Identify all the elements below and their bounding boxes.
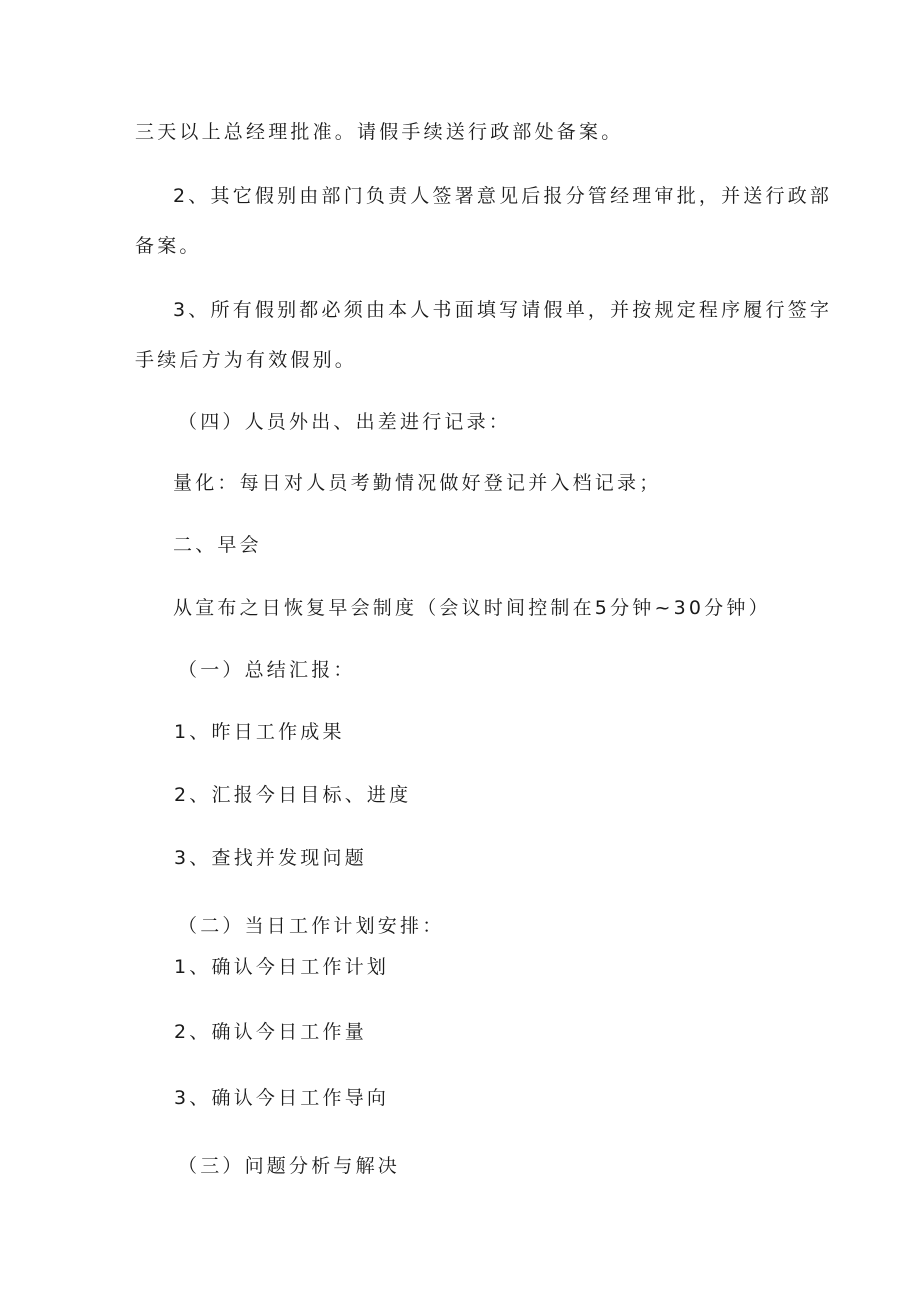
text-line-item-3-continued: 手续后方为有效假别。 xyxy=(135,349,358,371)
section-heading-outing-record: （四）人员外出、出差进行记录： xyxy=(178,411,512,433)
list-item-find-problems: 3、查找并发现问题 xyxy=(174,847,367,869)
list-item-confirm-direction: 3、确认今日工作导向 xyxy=(174,1087,390,1109)
list-item-today-goals: 2、汇报今日目标、进度 xyxy=(174,784,412,806)
text-line-quantify: 量化：每日对人员考勤情况做好登记并入档记录； xyxy=(173,472,662,494)
sub-heading-daily-plan: （二）当日工作计划安排： xyxy=(178,915,445,937)
list-item-confirm-plan: 1、确认今日工作计划 xyxy=(174,956,390,978)
sub-heading-problem-analysis: （三）问题分析与解决 xyxy=(178,1155,401,1177)
text-line-item-3-written-request: 3、所有假别都必须由本人书面填写请假单，并按规定程序履行签字 xyxy=(173,299,833,321)
section-heading-morning-meeting: 二、早会 xyxy=(173,534,262,556)
list-item-yesterday-results: 1、昨日工作成果 xyxy=(174,721,345,743)
text-line-meeting-policy: 从宣布之日恢复早会制度（会议时间控制在5分钟~30分钟） xyxy=(173,597,771,619)
text-line-item-2-continued: 备案。 xyxy=(135,235,202,257)
sub-heading-summary-report: （一）总结汇报： xyxy=(178,659,356,681)
text-line-item-2-other-leave: 2、其它假别由部门负责人签署意见后报分管经理审批，并送行政部 xyxy=(173,185,833,207)
text-line-approval: 三天以上总经理批准。请假手续送行政部处备案。 xyxy=(135,121,624,143)
list-item-confirm-workload: 2、确认今日工作量 xyxy=(174,1021,367,1043)
